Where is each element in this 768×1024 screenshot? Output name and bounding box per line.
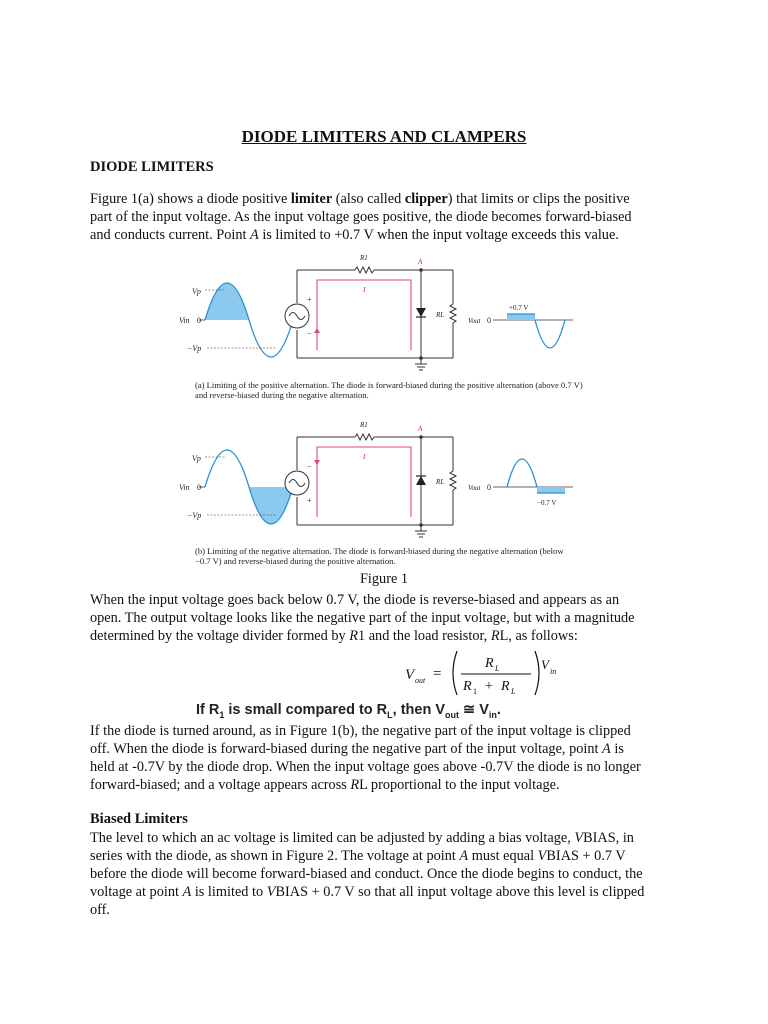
zero-out-label-a: 0 — [487, 316, 491, 325]
clipped-bottom-b — [537, 487, 565, 493]
section-heading: DIODE LIMITERS — [90, 159, 214, 175]
zero-label-a: 0 — [197, 316, 201, 325]
output-wave-a — [535, 320, 565, 348]
caption-line: and reverse-biased during the negative alternation. — [195, 390, 369, 400]
svg-text:R: R — [501, 679, 510, 694]
text-line: series with the diode, as shown in Figure 2. The voltage at point A must equal VBIAS + 0.7 V — [90, 848, 626, 864]
svg-text:=: = — [433, 666, 442, 682]
small-r1-condition: If $R_1$ is small compared to $R_L$, then $V_{out}$ ≅ $V_{in}$. — [196, 702, 501, 720]
output-wave-b — [507, 459, 537, 487]
zero-out-label-b: 0 — [487, 483, 491, 492]
caption-a — [195, 380, 583, 400]
text-line: forward-biased; and a voltage appears across RL proportional to the input voltage. — [90, 777, 560, 793]
resistor-r1-a — [355, 267, 374, 273]
text-line: The level to which an ac voltage is limited can be adjusted by adding a bias voltage, VBIAS, in — [90, 830, 634, 846]
paragraph-3 — [90, 722, 682, 794]
caption-b — [195, 546, 564, 566]
point-a-label-a: A — [418, 258, 423, 266]
svg-text:+: + — [307, 496, 312, 505]
neg-vp-label-a: −Vp — [187, 344, 202, 353]
svg-text:+: + — [485, 679, 493, 694]
text-line: voltage at point A is limited to VBIAS + 0.7 V so that all input voltage above this level is clipped — [90, 884, 645, 900]
vout-label-b: Vout — [468, 484, 481, 492]
level-label-a: +0.7 V — [509, 304, 529, 312]
resistor-r1-b — [355, 434, 374, 440]
vp-label-a: Vp — [192, 287, 201, 296]
r1-label-a: R1 — [360, 254, 368, 262]
text-line: off. When the diode is forward-biased during the negative part of the input voltage, point A is — [90, 741, 624, 757]
text-line: Figure 1(a) shows a diode positive limiter (also called clipper) that limits or clips the positive — [90, 191, 630, 207]
resistor-rl-b — [450, 471, 456, 490]
text-line: and conducts current. Point A is limited to +0.7 V when the input voltage exceeds this value. — [90, 227, 619, 243]
text-line: If the diode is turned around, as in Figure 1(b), the negative part of the input voltage is clipped — [90, 723, 631, 739]
svg-text:V: V — [541, 657, 549, 672]
svg-text:1: 1 — [473, 687, 477, 696]
level-label-b: −0.7 V — [537, 499, 557, 507]
current-label-a: I — [363, 286, 366, 294]
svg-text:L: L — [495, 664, 500, 673]
svg-text:R: R — [485, 656, 494, 671]
svg-text:+: + — [307, 295, 312, 304]
caption-line: −0.7 V) and reverse-biased during the positive alternation. — [195, 556, 396, 566]
paragraph-2 — [90, 591, 682, 645]
page-title: DIODE LIMITERS AND CLAMPERS — [241, 127, 527, 146]
subheading-biased-limiters: Biased Limiters — [90, 811, 188, 827]
text-line: held at -0.7V by the diode drop. When the input voltage goes above -0.7V the diode is no longer — [90, 759, 641, 775]
svg-text:in: in — [550, 667, 557, 676]
svg-text:out: out — [415, 676, 426, 685]
neg-vp-label-b: −Vp — [187, 511, 202, 520]
r1-label-b: R1 — [360, 421, 368, 429]
vin-label-b: Vin — [179, 483, 190, 492]
text-line: off. — [90, 902, 110, 918]
text-line: part of the input voltage. As the input voltage goes positive, the diode becomes forward-biased — [90, 209, 632, 225]
svg-text:−: − — [307, 329, 312, 338]
clipped-top-a — [507, 314, 535, 320]
text-line: before the diode will become forward-biased and conduct. Once the diode begins to conduct, the — [90, 866, 643, 882]
circuit-figure-a — [179, 248, 585, 378]
text-line: When the input voltage goes back below 0.7 V, the diode is reverse-biased and appears as an — [90, 592, 620, 608]
text-line: open. The output voltage looks like the negative part of the input voltage, but with a magnitude — [90, 610, 635, 626]
diode-a — [416, 308, 426, 317]
svg-text:−: − — [307, 462, 312, 471]
caption-line: (a) Limiting of the positive alternation. The diode is forward-biased during the positive alternation (above 0.7 V) — [195, 380, 583, 390]
zero-label-b: 0 — [197, 483, 201, 492]
paragraph-1 — [90, 190, 682, 244]
text-line: determined by the voltage divider formed by R1 and the load resistor, RL, as follows: — [90, 628, 578, 644]
svg-text:V: V — [405, 667, 415, 683]
vout-label-a: Vout — [468, 317, 481, 325]
rl-label-a: RL — [436, 311, 445, 319]
vp-label-b: Vp — [192, 454, 201, 463]
circuit-figure-b — [179, 415, 585, 545]
resistor-rl-a — [450, 304, 456, 323]
rl-label-b: RL — [436, 478, 445, 486]
caption-line: (b) Limiting of the negative alternation. The diode is forward-biased during the negative alternation (below — [195, 546, 564, 556]
vin-label-a: Vin — [179, 316, 190, 325]
paragraph-4 — [90, 829, 682, 919]
voltage-divider-equation — [405, 647, 585, 699]
svg-text:R: R — [463, 679, 472, 694]
point-a-label-b: A — [418, 425, 423, 433]
current-label-b: I — [363, 453, 366, 461]
svg-text:L: L — [511, 687, 516, 696]
diode-b — [416, 476, 426, 485]
figure-label: Figure 1 — [359, 571, 409, 587]
